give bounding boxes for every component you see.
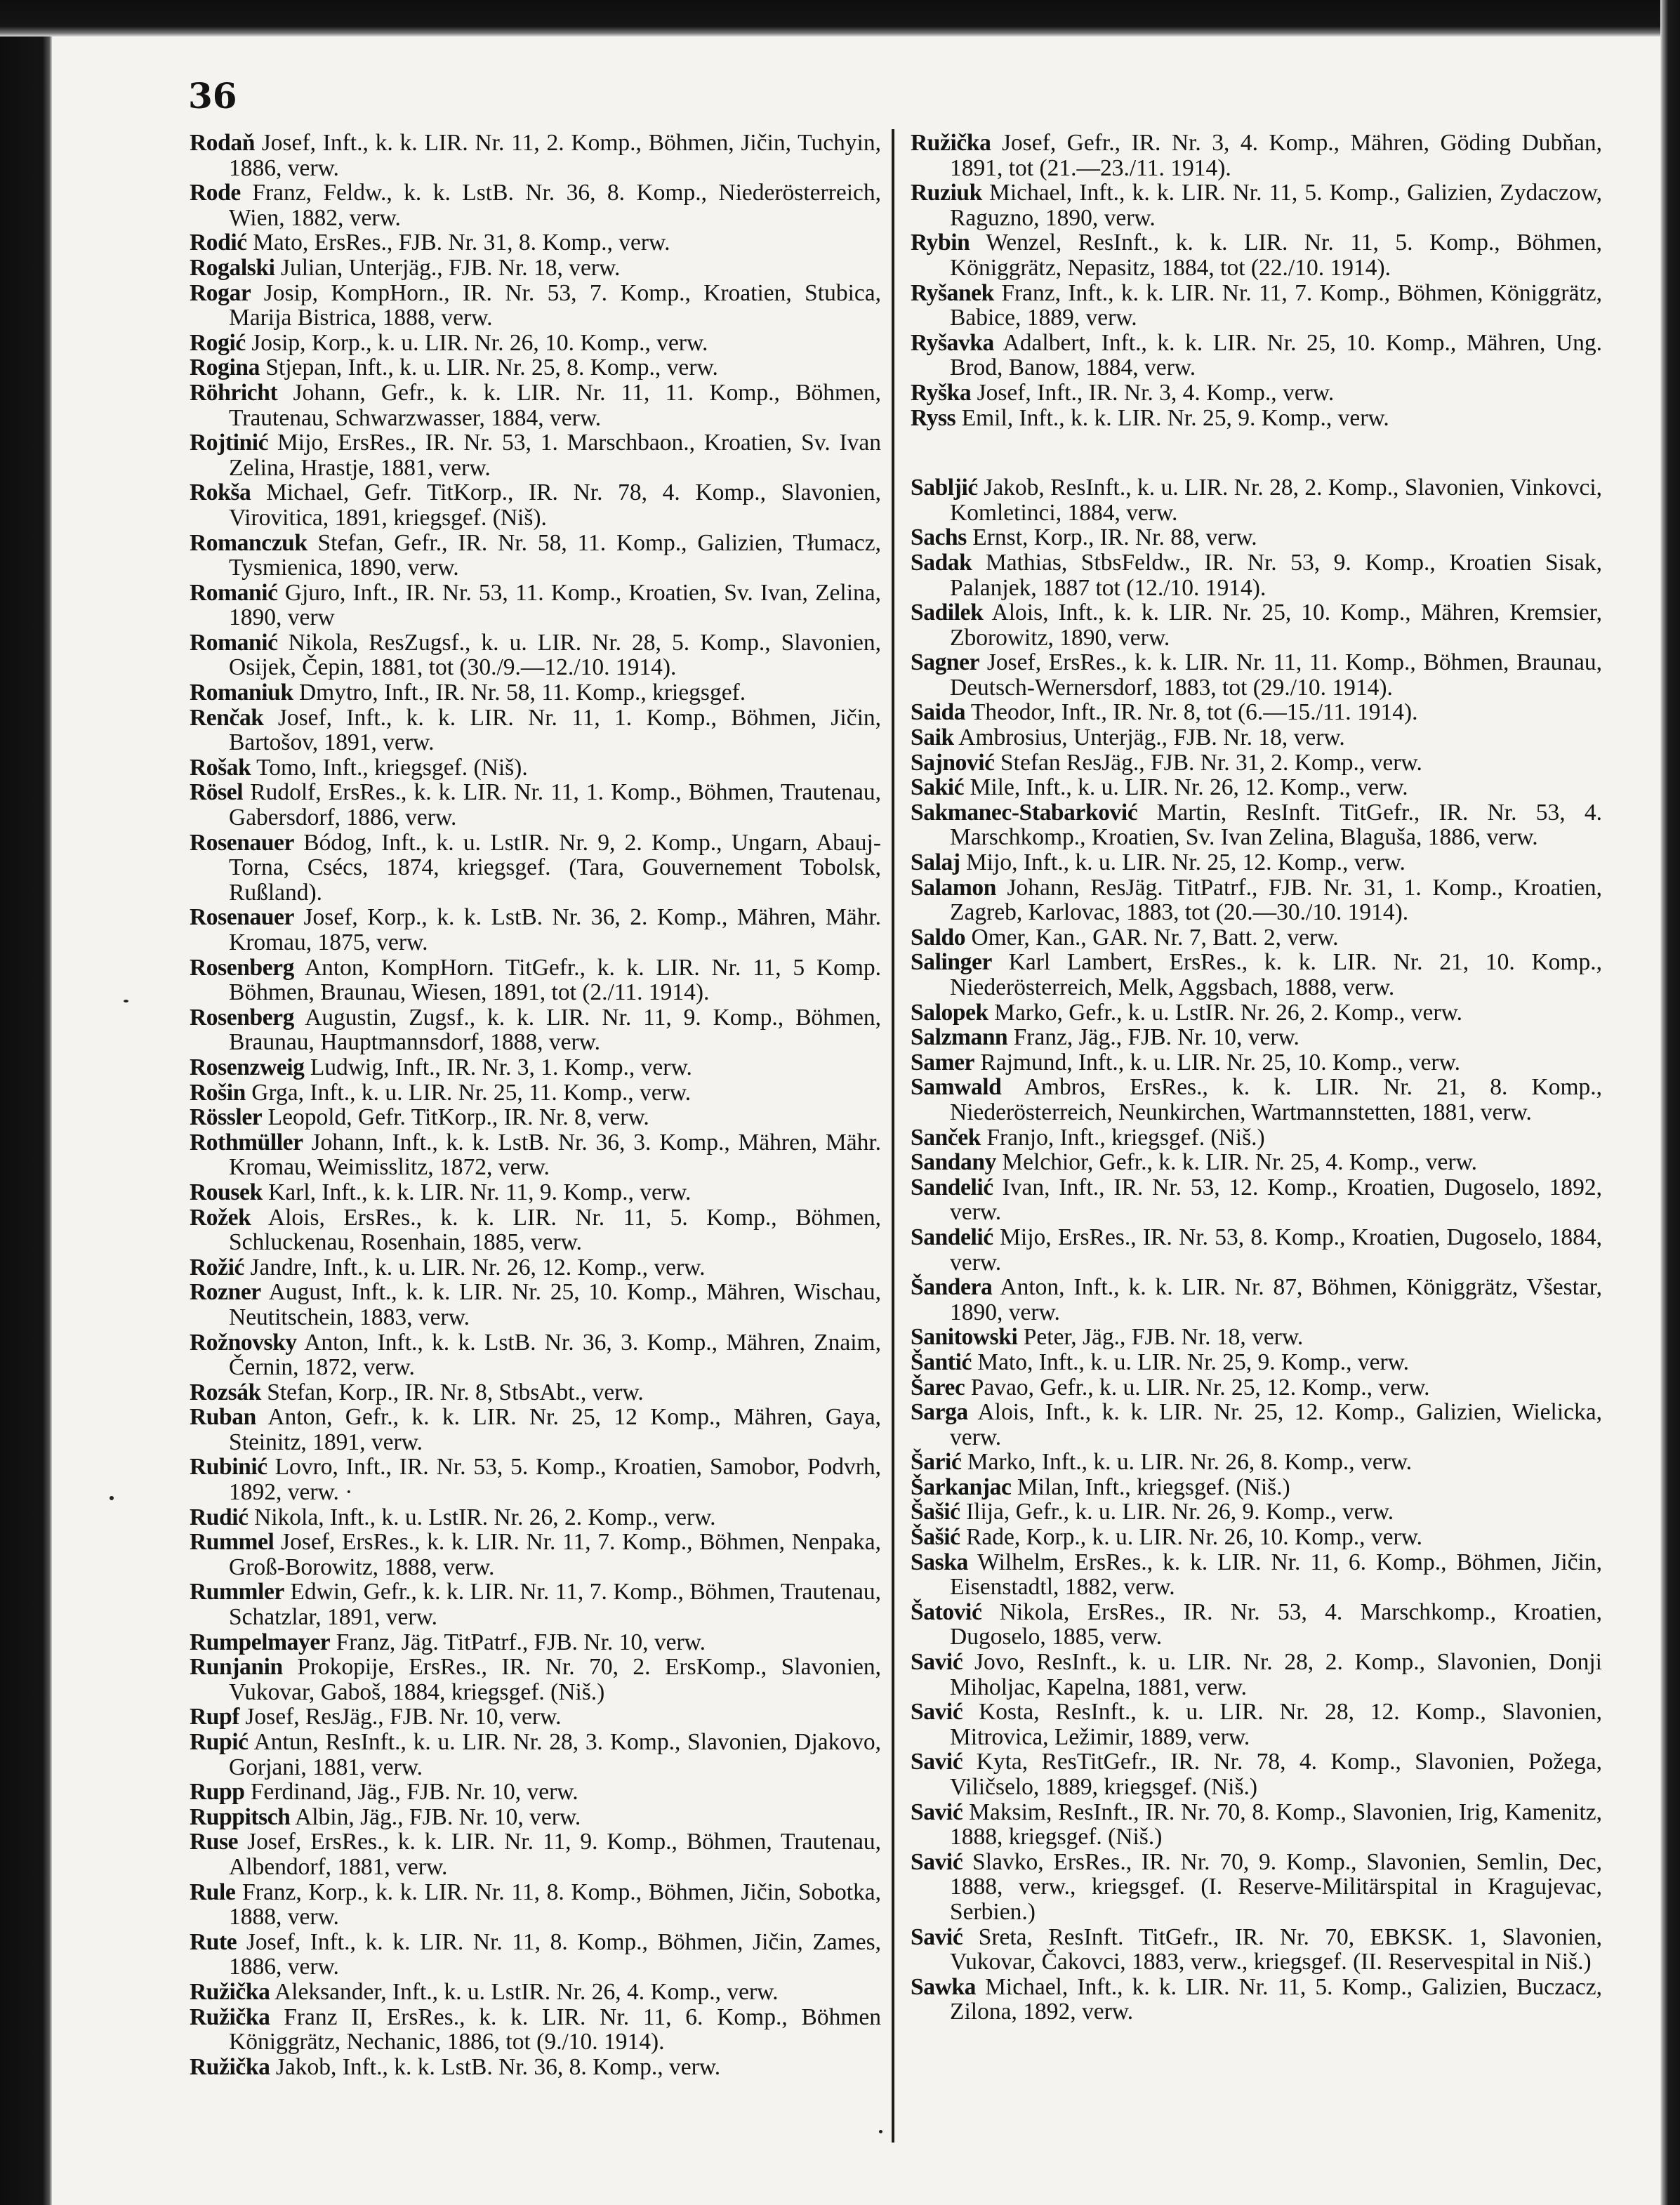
entry-surname: Rokša [190,479,251,506]
right-column [911,131,1602,2025]
entry-surname: Ruppitsch [190,1803,291,1830]
entry-details: Franz, Inft., k. k. LIR. Nr. 11, 7. Komp., Böhmen, Königgrätz, Babice, 1889, verw. [950,279,1602,331]
register-entry [190,1780,881,1805]
entry-details: Ilija, Gefr., k. u. LIR. Nr. 26, 9. Komp., verw. [965,1499,1394,1525]
register-entry [190,581,881,630]
register-entry [190,430,881,480]
register-entry [190,180,881,230]
entry-surname: Šandera [911,1274,993,1301]
entry-surname: Samer [911,1049,975,1075]
register-entry [190,1330,881,1380]
entry-details: Aleksander, Inft., k. u. LstIR. Nr. 26, 4. Komp., verw. [274,1978,779,2005]
entry-details: Anton, Inft., k. k. LstB. Nr. 36, 3. Komp., Mähren, Znaim, Černin, 1872, verw. [229,1329,881,1381]
register-entry [190,1980,881,2005]
register-entry [911,131,1602,180]
entry-surname: Rodaň [190,130,255,156]
register-entry [911,1375,1602,1401]
entry-details: Martin, ResInft. TitGefr., IR. Nr. 53, 4. Marschkomp., Kroatien, Sv. Ivan Zelina, Blaguša, 1886, verw. [950,799,1602,851]
entry-surname: Rozner [190,1279,261,1306]
register-entry [911,1325,1602,1350]
entry-surname: Rogar [190,279,251,306]
entry-details: Alois, Inft., k. k. LIR. Nr. 25, 10. Komp., Mähren, Kremsier, Zborowitz, 1890, verw. [950,600,1602,651]
entry-details: Stefan ResJäg., FJB. Nr. 31, 2. Komp., verw. [1000,749,1422,776]
register-entry [190,355,881,380]
entry-surname: Rudić [190,1504,249,1530]
register-entry [911,380,1602,406]
entry-surname: Romanić [190,579,278,606]
entry-surname: Rojtinić [190,430,269,456]
entry-surname: Ruse [190,1829,239,1855]
entry-details: Adalbert, Inft., k. k. LIR. Nr. 25, 10. Komp., Mähren, Ung. Brod, Banow, 1884, verw. [950,329,1603,381]
entry-details: Mathias, StbsFeldw., IR. Nr. 53, 9. Komp., Kroatien Sisak, Palanjek, 1887 tot (12./10. 1914). [950,549,1603,601]
entry-surname: Salopek [911,999,988,1026]
entry-details: Rade, Korp., k. u. LIR. Nr. 26, 10. Komp., verw. [965,1524,1423,1551]
register-entry [911,331,1602,380]
register-entry [911,1550,1602,1600]
register-entry [190,131,881,180]
entry-surname: Šarec [911,1374,965,1401]
entry-details: Ambrosius, Unterjäg., FJB. Nr. 18, verw. [958,724,1345,751]
entry-details: Alois, ErsRes., k. k. LIR. Nr. 11, 5. Komp., Böhmen, Schluckenau, Rosenhain, 1885, verw. [229,1204,881,1256]
entry-details: Josef, Inft., k. k. LIR. Nr. 11, 8. Komp., Böhmen, Jičin, Zames, 1886, verw. [229,1928,881,1980]
register-entry [911,700,1602,725]
register-entry [190,706,881,755]
entry-surname: Rošin [190,1079,246,1106]
page-number: 36 [188,75,237,117]
register-entry [190,755,881,781]
scan-border-top [0,0,1680,37]
register-entry [190,1880,881,1930]
entry-surname: Rodić [190,230,247,256]
entry-surname: Rummler [190,1579,284,1605]
entry-details: Ernst, Korp., IR. Nr. 88, verw. [972,524,1257,551]
entry-details: Milan, Inft., kriegsgef. (Niš.) [1017,1474,1290,1500]
register-entry [190,905,881,955]
entry-surname: Rupp [190,1779,245,1806]
entry-details: Tomo, Inft., kriegsgef. (Niš). [256,754,528,781]
entry-surname: Romaniuk [190,680,293,706]
register-entry [911,1600,1602,1650]
entry-details: Johann, Gefr., k. k. LIR. Nr. 11, 11. Komp., Böhmen, Trautenau, Schwarzwasser, 1884, verw. [229,379,881,431]
entry-details: Peter, Jäg., FJB. Nr. 18, verw. [1023,1324,1304,1351]
register-entry [911,550,1602,600]
entry-details: Ferdinand, Jäg., FJB. Nr. 10, verw. [250,1779,578,1806]
right-column-r-section [911,131,1602,430]
entry-details: Karl, Inft., k. k. LIR. Nr. 11, 9. Komp., verw. [268,1179,692,1205]
entry-surname: Rubinić [190,1454,267,1481]
entry-details: Johann, Inft., k. k. LstB. Nr. 36, 3. Komp., Mähren, Mähr. Kromau, Weimisslitz, 1872, verw. [229,1129,882,1181]
entry-details: Josef, Inft., k. k. LIR. Nr. 11, 2. Komp., Böhmen, Jičin, Tuchyin, 1886, verw. [229,130,881,181]
register-entry [911,750,1602,776]
entry-details: Alois, Inft., k. k. LIR. Nr. 25, 12. Komp., Galizien, Wielicka, verw. [950,1399,1602,1450]
entry-surname: Ryška [911,379,972,406]
register-entry [190,780,881,830]
entry-details: Emil, Inft., k. k. LIR. Nr. 25, 9. Komp., verw. [961,404,1389,431]
entry-surname: Rule [190,1879,236,1905]
entry-surname: Samwald [911,1074,1002,1101]
entry-surname: Savić [911,1923,963,1950]
entry-details: Leopold, Gefr. TitKorp., IR. Nr. 8, verw. [267,1104,649,1131]
entry-surname: Sakmanec-Stabarković [911,799,1138,826]
entry-surname: Rupf [190,1704,240,1730]
entry-surname: Saska [911,1549,968,1575]
entry-details: Lovro, Inft., IR. Nr. 53, 5. Komp., Kroatien, Samobor, Podvrh, 1892, verw. · [229,1454,881,1506]
register-entry [190,1829,881,1879]
entry-surname: Rousek [190,1179,263,1205]
entry-surname: Sadak [911,549,972,576]
entry-surname: Ryšanek [911,279,994,306]
entry-surname: Rosenauer [190,904,294,931]
entry-details: Theodor, Inft., IR. Nr. 8, tot (6.—15./11. 1914). [970,699,1418,726]
register-entry [911,230,1602,280]
entry-surname: Savić [911,1749,963,1775]
entry-details: Josef, Gefr., IR. Nr. 3, 4. Komp., Mähren, Göding Dubňan, 1891, tot (21.—23./11. 1914). [950,130,1603,181]
register-entry [190,1805,881,1830]
entry-details: Prokopije, ErsRes., IR. Nr. 70, 2. ErsKomp., Slavonien, Vukovar, Gaboš, 1884, kriegsgef. (Niš.) [229,1654,881,1705]
entry-details: Anton, KompHorn. TitGefr., k. k. LIR. Nr. 11, 5 Komp. Böhmen, Braunau, Wiesen, 1891, tot (2./11. 1914). [229,954,881,1006]
register-entry [190,1505,881,1530]
register-entry [911,650,1602,700]
entry-surname: Sandelić [911,1174,993,1200]
entry-surname: Ružička [190,1978,270,2005]
entry-details: Franz II, ErsRes., k. k. LIR. Nr. 11, 6. Komp., Böhmen Königgrätz, Nechanic, 1886, tot (9./10. 1914). [229,2004,882,2055]
entry-details: Mato, ErsRes., FJB. Nr. 31, 8. Komp., verw. [253,230,670,256]
register-entry [190,1255,881,1280]
entry-surname: Šatović [911,1598,982,1625]
register-entry [190,1105,881,1130]
entry-details: Edwin, Gefr., k. k. LIR. Nr. 11, 7. Komp., Böhmen, Trautenau, Schatzlar, 1891, verw. [229,1579,882,1631]
register-entry [190,1080,881,1106]
entry-details: Stjepan, Inft., k. u. LIR. Nr. 25, 8. Komp., verw. [265,355,718,381]
entry-details: Johann, ResJäg. TitPatrf., FJB. Nr. 31, 1. Komp., Kroatien, Zagreb, Karlovac, 1883, tot (20.—30./10. 1914). [950,874,1602,926]
register-entry [911,800,1602,850]
register-entry [911,950,1602,1000]
register-entry [911,1800,1602,1850]
entry-details: Josef, Korp., k. k. LstB. Nr. 36, 2. Komp., Mähren, Mähr. Kromau, 1875, verw. [229,904,882,955]
entry-details: Josip, Korp., k. u. LIR. Nr. 26, 10. Komp., verw. [251,329,708,356]
entry-details: Mijo, Inft., k. u. LIR. Nr. 25, 12. Komp., verw. [965,849,1405,876]
register-entry [190,1930,881,1980]
register-entry [911,1700,1602,1749]
entry-surname: Ružička [911,130,991,156]
entry-details: Josef, ErsRes., k. k. LIR. Nr. 11, 9. Komp., Böhmen, Trautenau, Albendorf, 1881, verw. [229,1829,882,1880]
entry-surname: Rode [190,180,241,206]
register-entry [911,850,1602,875]
entry-details: Mato, Inft., k. u. LIR. Nr. 25, 9. Komp., verw. [977,1349,1410,1375]
entry-details: Josef, ResJäg., FJB. Nr. 10, verw. [245,1704,562,1730]
entry-details: Josef, ErsRes., k. k. LIR. Nr. 11, 11. Komp., Böhmen, Braunau, Deutsch-Wernersdorf, 1883, tot (29./10. 1914). [950,649,1602,701]
register-entry [911,775,1602,800]
register-entry [911,1075,1602,1125]
entry-surname: Sawka [911,1973,976,2000]
entry-surname: Rogina [190,355,260,381]
register-entry [911,180,1602,230]
register-entry [911,1175,1602,1225]
entry-surname: Savić [911,1848,963,1875]
entry-surname: Romanczuk [190,529,307,556]
register-entry [911,525,1602,550]
register-entry [911,1125,1602,1151]
register-entry [911,1275,1602,1325]
entry-details: Michael, Inft., k. k. LIR. Nr. 11, 5. Komp., Galizien, Zydaczow, Raguzno, 1890, verw. [950,180,1603,231]
entry-surname: Salamon [911,874,996,901]
entry-surname: Šašić [911,1524,960,1551]
entry-details: Nikola, Inft., k. u. LstIR. Nr. 26, 2. Komp., verw. [254,1504,716,1530]
section-gap [911,430,1602,475]
entry-surname: Ryšavka [911,329,994,356]
register-entry [911,1400,1602,1450]
register-entry [190,830,881,906]
entry-surname: Ružička [190,2004,270,2030]
entry-surname: Savić [911,1649,963,1676]
entry-surname: Šantić [911,1349,972,1375]
entry-details: Franz, Korp., k. k. LIR. Nr. 11, 8. Komp., Böhmen, Jičin, Sobotka, 1888, verw. [229,1879,881,1931]
register-entry [911,1499,1602,1525]
entry-details: Franz, Jäg. TitPatrf., FJB. Nr. 10, verw. [336,1629,706,1655]
register-entry [911,725,1602,750]
entry-surname: Šašić [911,1499,960,1525]
register-entry [190,680,881,706]
entry-surname: Röhricht [190,379,278,406]
entry-details: August, Inft., k. k. LIR. Nr. 25, 10. Komp., Mähren, Wischau, Neutitschein, 1883, verw. [229,1279,881,1330]
register-entry [190,380,881,430]
entry-surname: Saldo [911,924,966,951]
entry-surname: Sadilek [911,600,984,626]
register-entry [190,1455,881,1504]
entry-details: Nikola, ErsRes., IR. Nr. 53, 4. Marschkomp., Kroatien, Dugoselo, 1885, verw. [950,1598,1603,1650]
entry-details: Albin, Jäg., FJB. Nr. 10, verw. [295,1803,581,1830]
entry-surname: Rožnovsky [190,1329,297,1356]
entry-surname: Savić [911,1799,963,1825]
entry-surname: Rumpelmayer [190,1629,331,1655]
column-divider [892,129,894,2143]
register-entry [911,925,1602,951]
register-entry [190,1405,881,1455]
register-entry [190,2055,881,2080]
entry-details: Sreta, ResInft. TitGefr., IR. Nr. 70, EBKSK. 1, Slavonien, Vukovar, Čakovci, 1883, verw., kriegsgef. (II. Reservespital in Niš.) [950,1923,1603,1975]
register-entry [190,1380,881,1405]
register-entry [911,1050,1602,1075]
entry-details: Rudolf, ErsRes., k. k. LIR. Nr. 11, 1. Komp., Böhmen, Trautenau, Gabersdorf, 1886, verw. [229,779,881,831]
entry-details: Nikola, ResZugsf., k. u. LIR. Nr. 28, 5. Komp., Slavonien, Osijek, Čepin, 1881, tot (30./9.—12./10. 1914). [229,629,882,681]
register-entry [911,406,1602,431]
entry-details: Franz, Feldw., k. k. LstB. Nr. 36, 8. Komp., Niederösterreich, Wien, 1882, verw. [229,180,882,231]
entry-surname: Sagner [911,649,980,676]
register-entry [190,480,881,530]
entry-details: Melchior, Gefr., k. k. LIR. Nr. 25, 4. Komp., verw. [1002,1149,1477,1176]
entry-surname: Šarić [911,1449,962,1476]
entry-details: Mijo, ErsRes., IR. Nr. 53, 8. Komp., Kroatien, Dugoselo, 1884, verw. [950,1224,1603,1276]
register-entry [911,1450,1602,1475]
right-column-s-section [911,475,1602,2025]
entry-details: Omer, Kan., GAR. Nr. 7, Batt. 2, verw. [971,924,1339,951]
entry-details: Anton, Gefr., k. k. LIR. Nr. 25, 12 Komp., Mähren, Gaya, Steinitz, 1891, verw. [229,1404,881,1455]
entry-surname: Rosenauer [190,829,294,856]
entry-details: Ludwig, Inft., IR. Nr. 3, 1. Komp., verw. [310,1054,692,1080]
entry-surname: Ruban [190,1404,256,1431]
entry-details: Jandre, Inft., k. u. LIR. Nr. 26, 12. Komp., verw. [250,1254,706,1280]
entry-surname: Rute [190,1928,237,1955]
register-entry [911,1749,1602,1799]
entry-surname: Rupić [190,1729,249,1755]
entry-surname: Rybin [911,230,970,256]
entry-details: Jakob, Inft., k. k. LstB. Nr. 36, 8. Komp., verw. [275,2053,721,2080]
entry-surname: Sabljić [911,475,978,501]
entry-surname: Sandany [911,1149,996,1176]
entry-surname: Rožek [190,1204,251,1231]
entry-details: Marko, Gefr., k. u. LstIR. Nr. 26, 2. Komp., verw. [994,999,1462,1026]
entry-details: Josip, KompHorn., IR. Nr. 53, 7. Komp., Kroatien, Stubica, Marija Bistrica, 1888, verw. [229,279,882,331]
scan-speck [124,1000,128,1002]
entry-surname: Rösel [190,779,244,806]
entry-surname: Sajnović [911,749,995,776]
entry-details: Wenzel, ResInft., k. k. LIR. Nr. 11, 5. Komp., Böhmen, Königgrätz, Nepasitz, 1884, tot (22./10. 1914). [950,230,1602,281]
register-entry [911,1975,1602,2025]
entry-details: Gjuro, Inft., IR. Nr. 53, 11. Komp., Kroatien, Sv. Ivan, Zelina, 1890, verw [229,579,882,631]
entry-surname: Rummel [190,1529,275,1556]
entry-details: Mijo, ErsRes., IR. Nr. 53, 1. Marschbaon., Kroatien, Sv. Ivan Zelina, Hrastje, 1881, verw. [229,430,882,481]
entry-surname: Rothmüller [190,1129,303,1156]
entry-details: Kyta, ResTitGefr., IR. Nr. 78, 4. Komp., Slavonien, Požega, Viličselo, 1889, kriegsgef. (Niš.) [950,1749,1603,1800]
entry-details: Mile, Inft., k. u. LIR. Nr. 26, 12. Komp., verw. [970,774,1408,801]
entry-surname: Saida [911,699,966,726]
register-entry [190,1630,881,1655]
register-entry [190,1005,881,1055]
register-entry [911,875,1602,925]
entry-surname: Ružička [190,2053,270,2080]
register-entry [190,531,881,581]
entry-details: Marko, Inft., k. u. LIR. Nr. 26, 8. Komp., verw. [967,1449,1413,1476]
entry-details: Augustin, Zugsf., k. k. LIR. Nr. 11, 9. Komp., Böhmen, Braunau, Hauptmannsdorf, 1888, verw. [229,1004,881,1056]
entry-details: Anton, Inft., k. k. LIR. Nr. 87, Böhmen, Königgrätz, Všestar, 1890, verw. [950,1274,1602,1325]
entry-details: Julian, Unterjäg., FJB. Nr. 18, verw. [280,254,621,281]
entry-details: Karl Lambert, ErsRes., k. k. LIR. Nr. 21, 10. Komp., Niederösterreich, Melk, Aggsbach, 1888, verw. [950,949,1602,1000]
register-entry [190,955,881,1005]
register-entry [911,475,1602,525]
entry-surname: Saik [911,724,954,751]
entry-details: Jakob, ResInft., k. u. LIR. Nr. 28, 2. Komp., Slavonien, Vinkovci, Komletinci, 1884, verw. [950,475,1603,526]
entry-surname: Sanček [911,1124,981,1151]
register-entry [190,2005,881,2055]
entry-details: Grga, Inft., k. u. LIR. Nr. 25, 11. Komp., verw. [251,1079,692,1106]
entry-details: Josef, ErsRes., k. k. LIR. Nr. 11, 7. Komp., Böhmen, Nenpaka, Groß-Borowitz, 1888, verw. [229,1529,882,1580]
entry-details: Ivan, Inft., IR. Nr. 53, 12. Komp., Kroatien, Dugoselo, 1892, verw. [950,1174,1602,1226]
entry-surname: Rössler [190,1104,263,1131]
entry-surname: Rošak [190,754,251,781]
left-column [190,131,881,2079]
entry-surname: Ryss [911,404,956,431]
entry-details: Michael, Inft., k. k. LIR. Nr. 11, 5. Komp., Galizien, Buczacz, Zilona, 1892, verw. [950,1973,1603,2025]
register-entry [190,256,881,281]
register-entry [911,1350,1602,1375]
entry-surname: Renčak [190,704,264,731]
entry-details: Stefan, Korp., IR. Nr. 8, StbsAbt., verw. [267,1379,644,1405]
entry-details: Josef, Inft., k. k. LIR. Nr. 11, 1. Komp., Böhmen, Jičin, Bartošov, 1891, verw. [229,704,882,756]
scan-border-left [0,0,52,2205]
entry-details: Slavko, ErsRes., IR. Nr. 70, 9. Komp., Slavonien, Semlin, Dec, 1888, verw., kriegsgef. (I. Reserve-Militärspital in Kragujevac, Serbien.) [950,1848,1602,1925]
register-entry [190,1205,881,1255]
register-entry [190,1055,881,1080]
register-entry [911,1000,1602,1026]
register-entry [190,1180,881,1205]
register-entry [911,1025,1602,1050]
register-entry [190,1130,881,1180]
entry-details: Pavao, Gefr., k. u. LIR. Nr. 25, 12. Komp., verw. [970,1374,1430,1401]
scan-speck [110,1496,114,1500]
entry-surname: Sanitowski [911,1324,1018,1351]
entry-details: Franz, Jäg., FJB. Nr. 10, verw. [1013,1024,1299,1051]
entry-surname: Sakić [911,774,965,801]
register-entry [190,1704,881,1730]
register-entry [190,230,881,256]
register-entry [911,600,1602,650]
register-entry [190,1655,881,1704]
register-entry [911,1225,1602,1275]
entry-surname: Rozsák [190,1379,261,1405]
entry-surname: Sachs [911,524,967,551]
entry-surname: Salzmann [911,1024,1008,1051]
entry-surname: Rosenberg [190,954,294,981]
entry-surname: Sandelić [911,1224,993,1250]
entry-details: Franjo, Inft., kriegsgef. (Niš.) [986,1124,1265,1151]
entry-details: Wilhelm, ErsRes., k. k. LIR. Nr. 11, 6. Komp., Böhmen, Jičin, Eisenstadtl, 1882, verw. [950,1549,1602,1601]
entry-surname: Salinger [911,949,992,976]
entry-details: Dmytro, Inft., IR. Nr. 58, 11. Komp., kriegsgef. [298,680,746,706]
entry-surname: Rogić [190,329,246,356]
entry-details: Jovo, ResInft., k. u. LIR. Nr. 28, 2. Komp., Slavonien, Donji Miholjac, Kapelna, 1881, verw. [950,1649,1602,1700]
register-entry [190,630,881,680]
register-entry [190,1280,881,1330]
entry-surname: Romanić [190,629,278,656]
entry-surname: Šarkanjac [911,1474,1012,1500]
entry-details: Ambros, ErsRes., k. k. LIR. Nr. 21, 8. Komp., Niederösterreich, Neunkirchen, Wartmannstetten, 1881, verw. [950,1074,1603,1125]
register-entry [911,1650,1602,1700]
entry-surname: Sarga [911,1399,968,1426]
entry-surname: Savić [911,1699,963,1726]
scan-border-right [1660,0,1680,2205]
entry-details: Kosta, ResInft., k. u. LIR. Nr. 28, 12. Komp., Slavonien, Mitrovica, Ležimir, 1889, verw. [950,1699,1602,1750]
register-entry [190,1530,881,1580]
entry-details: Michael, Gefr. TitKorp., IR. Nr. 78, 4. Komp., Slavonien, Virovitica, 1891, kriegsgef. (Niš). [229,479,882,531]
entry-surname: Rosenzweig [190,1054,305,1080]
entry-details: Stefan, Gefr., IR. Nr. 58, 11. Komp., Galizien, Tłumacz, Tysmienica, 1890, verw. [229,529,881,581]
entry-details: Antun, ResInft., k. u. LIR. Nr. 28, 3. Komp., Slavonien, Djakovo, Gorjani, 1881, verw. [229,1729,881,1780]
register-entry [911,1850,1602,1925]
register-entry [190,331,881,356]
entry-surname: Rogalski [190,254,275,281]
entry-surname: Rosenberg [190,1004,294,1031]
entry-details: Rajmund, Inft., k. u. LIR. Nr. 25, 10. Komp., verw. [980,1049,1460,1075]
register-entry [911,1925,1602,1975]
entry-details: Maksim, ResInft., IR. Nr. 70, 8. Komp., Slavonien, Irig, Kamenitz, 1888, kriegsgef. (Niš.) [950,1799,1602,1850]
entry-details: Josef, Inft., IR. Nr. 3, 4. Komp., verw. [977,379,1335,406]
register-entry [190,281,881,331]
entry-surname: Runjanin [190,1654,283,1681]
entry-details: Bódog, Inft., k. u. LstIR. Nr. 9, 2. Komp., Ungarn, Abauj-Torna, Csécs, 1874, kriegsgef. (Tara, Gouvernement Tobolsk, Rußland). [229,829,881,906]
register-entry [911,1525,1602,1550]
register-entry [911,1475,1602,1500]
entry-surname: Salaj [911,849,960,876]
entry-surname: Ruziuk [911,180,982,206]
register-entry [911,1150,1602,1175]
scan-speck [879,2130,882,2133]
register-entry [911,281,1602,331]
entry-surname: Rožić [190,1254,244,1280]
register-entry [190,1580,881,1629]
register-entry [190,1730,881,1780]
